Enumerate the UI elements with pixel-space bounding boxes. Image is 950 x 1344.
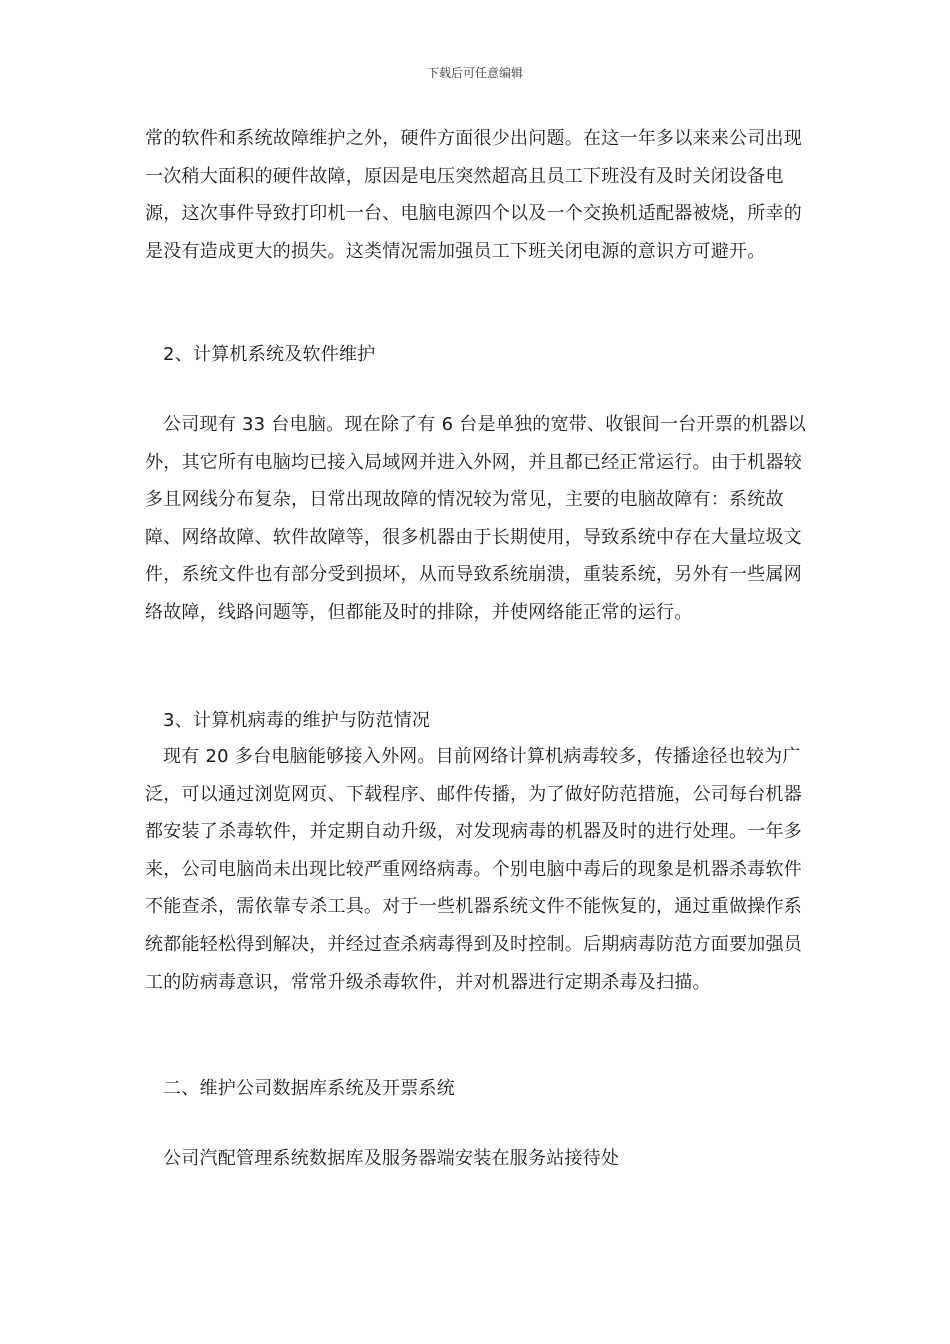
paragraph-hardware-failure [145,120,813,270]
heading-text: 3、计算机病毒的维护与防范情况 [163,710,431,731]
paragraph-text: 常的软件和系统故障维护之外，硬件方面很少出问题。在这一年多以来来公司出现一次稍大面积的硬件故障，原因是电压突然超高且员工下班没有及时关闭设备电源，这次事件导致打印机一台、电脑电源四个以及一个交换机适配器被烧，所幸的是没有造成更大的损失。这类情况需加强员工下班关闭电源的意识方可避开。 [145,128,802,262]
page-header: 下载后可任意编辑 [426,66,523,80]
paragraph-text: 公司汽配管理系统数据库及服务器端安装在服务站接待处 [163,1148,620,1169]
paragraph-database-installation [145,1140,813,1178]
heading-virus-prevention [145,702,813,740]
paragraph-computer-inventory [145,406,813,632]
section-heading-database-billing [145,1070,813,1108]
heading-text: 2、计算机系统及软件维护 [163,344,376,365]
heading-system-software-maintenance [145,336,813,374]
section-heading-text: 二、维护公司数据库系统及开票系统 [163,1078,455,1099]
paragraph-text: 公司现有 33 台电脑。现在除了有 6 台是单独的宽带、收银间一台开票的机器以外，其它所有电脑均已接入局域网并进入外网，并且都已经正常运行。由于机器较多且网线分布复杂，日常出现故障的情况较为常见，主要的电脑故障有：系统故障、网络故障、软件故障等，很多机器由于长期使用，导致系统中存在大量垃圾文件，系统文件也有部分受到损坏，从而导致系统崩溃，重装系统，另外有一些属网络故障，线路问题等，但都能及时的排除，并使网络能正常的运行。 [145,414,806,623]
paragraph-virus-prevention [145,738,813,1001]
paragraph-text: 现有 20 多台电脑能够接入外网。目前网络计算机病毒较多，传播途径也较为广泛，可以通过浏览网页、下载程序、邮件传播，为了做好防范措施，公司每台机器都安装了杀毒软件，并定期自动升级，对发现病毒的机器及时的进行处理。一年多来，公司电脑尚未出现比较严重网络病毒。个别电脑中毒后的现象是机器杀毒软件不能查杀，需依靠专杀工具。对于一些机器系统文件不能恢复的，通过重做操作系统都能轻松得到解决，并经过查杀病毒得到及时控制。后期病毒防范方面要加强员工的防病毒意识，常常升级杀毒软件，并对机器进行定期杀毒及扫描。 [145,746,802,993]
